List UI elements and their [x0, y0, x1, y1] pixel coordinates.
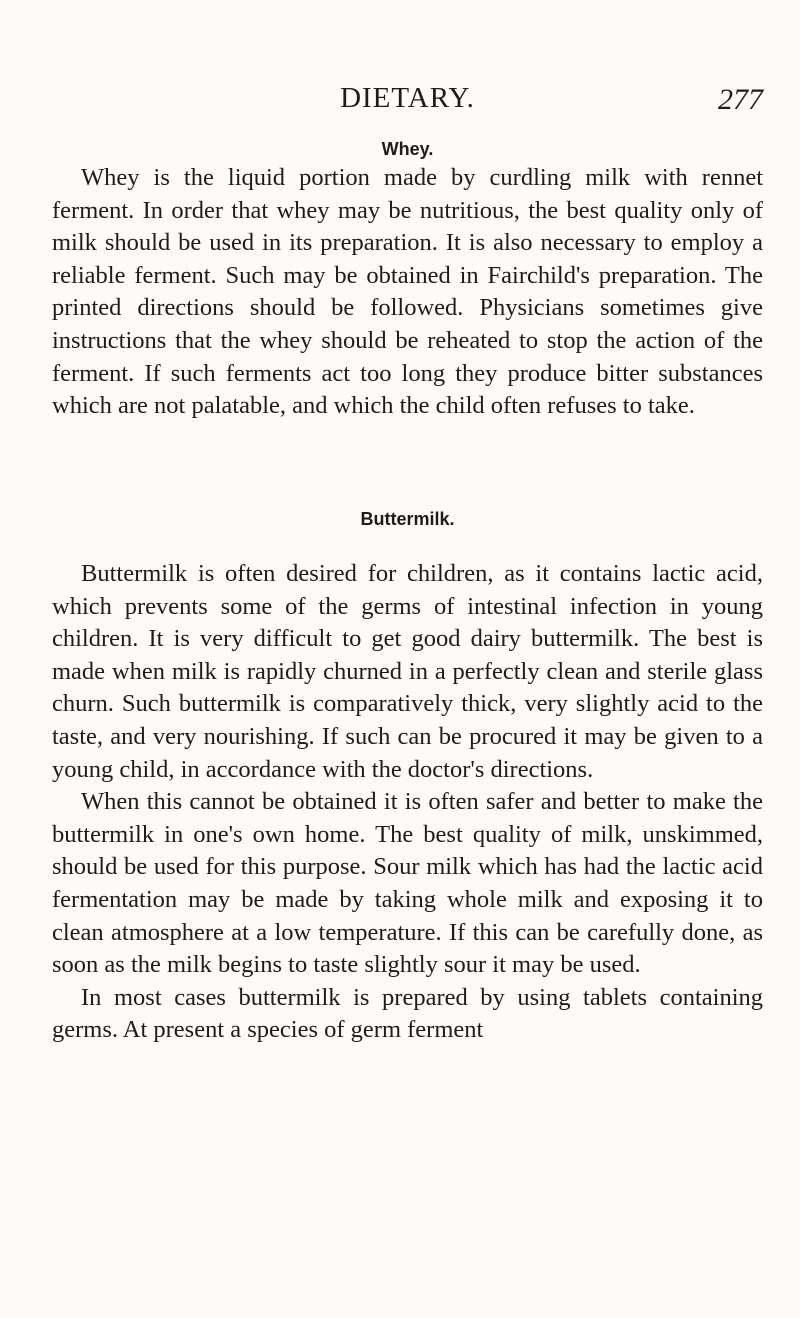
paragraph: When this cannot be obtained it is often safer and better to make the buttermilk in one's own home. The best quality of milk, unskimmed, should be used for this purpose. Sour milk which has had the lactic acid fermentation may be made by taking whole milk and exposing it to clean atmosphere at a low temperature. If this can be carefully done, as soon as the milk begins to taste slightly sour it may be used. [52, 788, 763, 979]
section-heading-buttermilk: Buttermilk. [360, 509, 455, 529]
section-body-whey [52, 162, 763, 423]
running-title: DIETARY. [340, 82, 475, 114]
running-head [52, 78, 763, 118]
section-body-buttermilk [52, 558, 763, 1047]
section-heading-whey: Whey. [381, 139, 434, 159]
paragraph: In most cases buttermilk is prepared by using tablets containing germs. At present a species of germ ferment [52, 983, 763, 1044]
page-number: 277 [718, 83, 763, 116]
paragraph: Buttermilk is often desired for children, as it contains lactic acid, which prevents some of the germs of intestinal infection in young children. It is very difficult to get good dairy buttermilk. The best is made when milk is rapidly churned in a perfectly clean and sterile glass churn. Such buttermilk is comparatively thick, very slightly acid to the taste, and very nourishing. If such can be procured it may be given to a young child, in accordance with the doctor's directions. [52, 560, 763, 783]
paragraph: Whey is the liquid portion made by curdling milk with rennet ferment. In order that whey may be nutritious, the best quality only of milk should be used in its preparation. It is also necessary to employ a reliable ferment. Such may be obtained in Fairchild's preparation. The printed directions should be followed. Physicians sometimes give instructions that the whey should be reheated to stop the action of the ferment. If such ferments act too long they produce bitter substances which are not palatable, and which the child often refuses to take. [52, 164, 763, 420]
